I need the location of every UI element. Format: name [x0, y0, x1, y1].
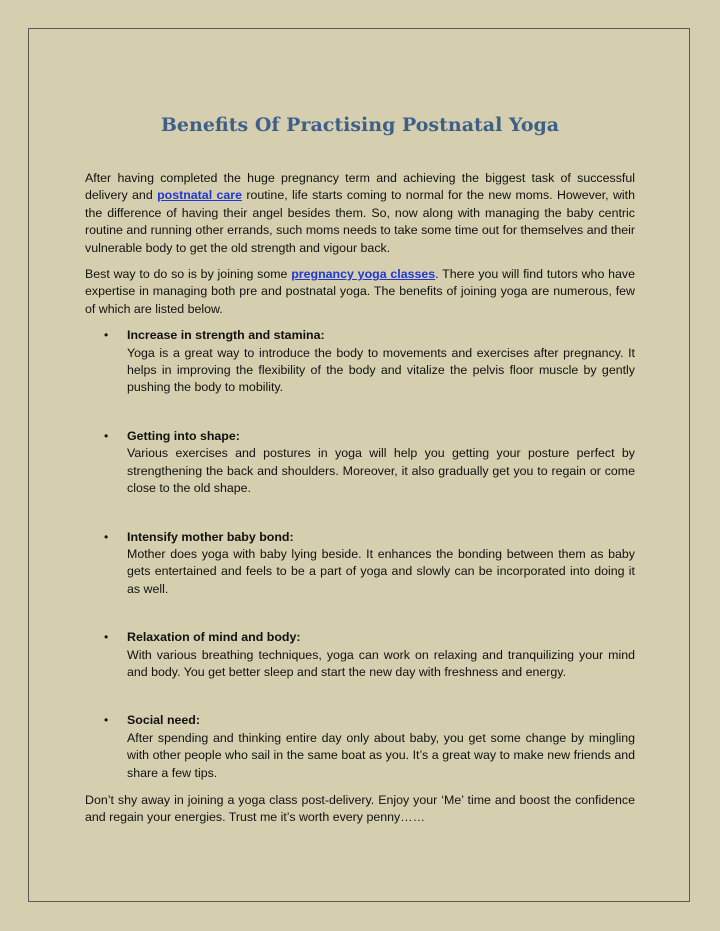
- benefit-title: Getting into shape:: [127, 428, 240, 443]
- benefit-item-relaxation: [85, 629, 635, 681]
- benefit-item-strength: [85, 327, 635, 397]
- benefit-item-social: [85, 712, 635, 782]
- document-title: Benefits Of Practising Postnatal Yoga: [160, 114, 560, 136]
- intro-text-end: routine, life starts coming to normal for the new moms. However, with the difference of having their angel besides them. So, now along with managing the baby centric routine and running other errands, such moms needs to take some time out for themselves and their vulnerable body to get the old strength and vigour back.: [85, 188, 635, 255]
- benefit-title: Relaxation of mind and body:: [127, 630, 301, 645]
- benefit-text: Various exercises and postures in yoga will help you getting your posture perfect by strengthening the back and shoulders. Moreover, it also gradually get you to regain or come close to the old shape.: [127, 446, 635, 496]
- benefit-title: Social need:: [127, 713, 200, 728]
- second-text-start: Best way to do so is by joining some: [85, 267, 292, 282]
- bullet-icon: •: [104, 428, 109, 443]
- benefit-text: With various breathing techniques, yoga can work on relaxing and tranquilizing your mind and body. You get better sleep and start the new day with freshness and energy.: [127, 647, 635, 679]
- bullet-icon: •: [104, 328, 109, 343]
- closing-paragraph: Don’t shy away in joining a yoga class post-delivery. Enjoy your ‘Me’ time and boost the confidence and regain your energies. Trust me it’s worth every penny……: [85, 792, 635, 825]
- second-paragraph: [85, 266, 635, 318]
- postnatal-care-link[interactable]: postnatal care: [157, 188, 242, 203]
- benefit-title: Increase in strength and stamina:: [127, 328, 325, 343]
- benefit-text: Mother does yoga with baby lying beside. It enhances the bonding between them as baby gets entertained and feels to be a part of yoga and slowly can be incorporated into doing it as well.: [127, 546, 635, 596]
- benefit-item-shape: [85, 428, 635, 498]
- benefits-list: [85, 327, 635, 782]
- second-text-end: . There you will find tutors who have expertise in managing both pre and postnatal yoga. The benefits of joining yoga are numerous, few of which are listed below.: [85, 267, 635, 316]
- benefit-item-bond: [85, 529, 635, 599]
- intro-paragraph: [85, 170, 635, 257]
- benefit-title: Intensify mother baby bond:: [127, 529, 294, 544]
- benefit-text: Yoga is a great way to introduce the body to movements and exercises after pregnancy. It helps in improving the flexibility of the body and vitalize the pelvis floor muscle by gently pushing the body to mobility.: [127, 345, 635, 395]
- article-text: [85, 170, 635, 836]
- benefit-text: After spending and thinking entire day only about baby, you get some change by mingling with other people who sail in the same boat as you. It’s a great way to make new friends and share a few tips.: [127, 730, 635, 780]
- bullet-icon: •: [104, 630, 109, 645]
- bullet-icon: •: [104, 713, 109, 728]
- pregnancy-yoga-classes-link[interactable]: pregnancy yoga classes: [291, 267, 436, 282]
- bullet-icon: •: [104, 529, 109, 544]
- intro-text-start: After having completed the huge pregnancy term and achieving the biggest task of successful delivery and: [85, 171, 635, 203]
